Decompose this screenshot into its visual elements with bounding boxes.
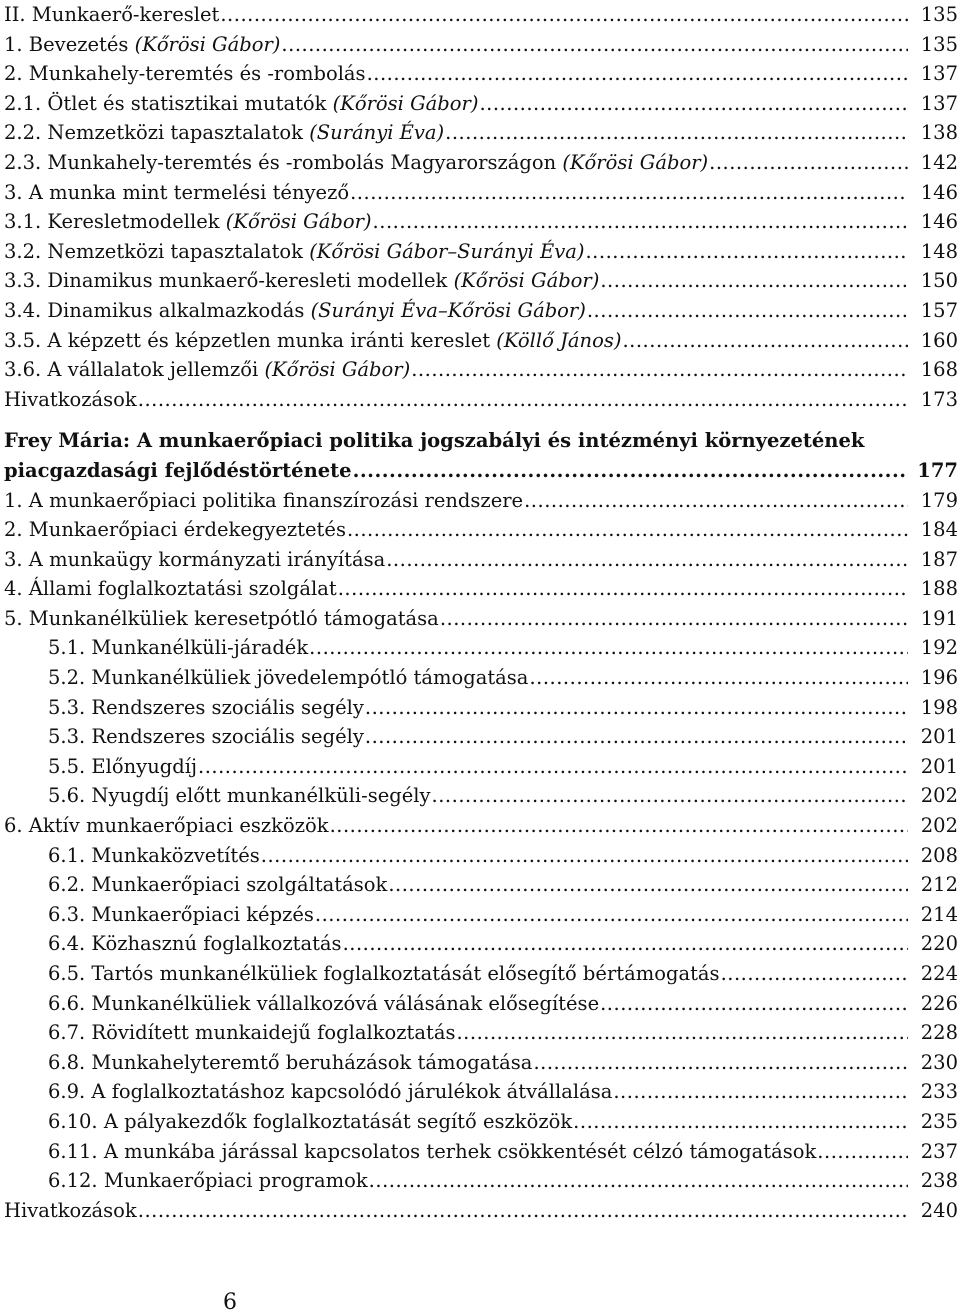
- toc-entry-title: [4, 604, 440, 634]
- toc-entry-page: 191: [920, 606, 958, 630]
- toc-entry-page: 220: [920, 932, 958, 956]
- toc-entry-title: [48, 841, 261, 871]
- toc-entry[interactable]: [0, 207, 960, 237]
- dot-leader: [367, 59, 908, 89]
- toc-entry[interactable]: [0, 1196, 960, 1226]
- toc-entry[interactable]: [0, 929, 960, 959]
- toc-entry[interactable]: [0, 604, 960, 634]
- toc-entry[interactable]: [0, 59, 960, 89]
- toc-entry-page: 160: [920, 328, 958, 352]
- dot-leader: [524, 486, 908, 516]
- toc-entry-leader: [4, 296, 908, 326]
- toc-entry-leader: [48, 781, 908, 811]
- toc-entry-text: 6.5. Tartós munkanélküliek foglalkoztatását elősegítő bértámogatás: [48, 962, 720, 985]
- toc-entry[interactable]: [0, 633, 960, 663]
- toc-entry[interactable]: [0, 722, 960, 752]
- toc-entry-leader: [4, 545, 908, 575]
- toc-entry-leader: [48, 929, 908, 959]
- toc-entry-page: 226: [920, 991, 958, 1015]
- dot-leader: [315, 900, 908, 930]
- toc-entry[interactable]: [0, 989, 960, 1019]
- toc-entry-page: 230: [920, 1050, 958, 1074]
- section-heading-line: [0, 426, 960, 456]
- toc-entry-leader: [4, 355, 908, 385]
- toc-entry-leader: [48, 1166, 908, 1196]
- toc-entry-page: 173: [920, 387, 958, 411]
- dot-leader: [261, 841, 908, 871]
- dot-leader: [373, 207, 908, 237]
- toc-entry-page: 184: [920, 518, 958, 542]
- toc-entry-leader: [48, 663, 908, 693]
- toc-entry[interactable]: [0, 326, 960, 356]
- toc-entry-text: 5.3. Rendszeres szociális segély: [48, 695, 364, 719]
- toc-entry-text: Hivatkozások: [4, 387, 137, 411]
- toc-entry-title: [48, 693, 365, 723]
- toc-entry-author: (Kőrösi Gábor): [264, 358, 411, 382]
- toc-entry-page: 235: [920, 1109, 958, 1133]
- toc-entry-title: [48, 1077, 613, 1107]
- toc-entry[interactable]: [0, 0, 960, 30]
- toc-entry-leader: [4, 59, 908, 89]
- toc-entry-title: [48, 752, 198, 782]
- dot-leader: [330, 811, 908, 841]
- toc-entry-text: 6.2. Munkaerőpiaci szolgáltatások: [48, 873, 388, 897]
- toc-entry-text: 2.1. Ötlet és statisztikai mutatók: [4, 91, 333, 115]
- toc-entry-leader: [4, 604, 908, 634]
- toc-entry-text: 3. A munkaügy kormányzati irányítása: [4, 547, 386, 571]
- toc-entry[interactable]: [0, 959, 960, 989]
- toc-entry-title: [4, 30, 281, 60]
- toc-entry-title: [4, 207, 373, 237]
- toc-entry-text: 6.10. A pályakezdők foglalkoztatását segítő eszközök: [48, 1109, 573, 1133]
- toc-entry-page: 135: [920, 3, 958, 26]
- toc-entry-page: 137: [920, 62, 958, 86]
- toc-entry[interactable]: [0, 178, 960, 208]
- toc-entry-leader: [48, 1048, 908, 1078]
- dot-leader: [369, 1166, 908, 1196]
- toc-entry[interactable]: [0, 515, 960, 545]
- toc-entry[interactable]: [0, 1107, 960, 1137]
- dot-leader: [721, 959, 908, 989]
- toc-entry-page: 168: [920, 358, 958, 382]
- toc-entry-text: 6.9. A foglalkoztatáshoz kapcsolódó járulékok átvállalása: [48, 1080, 613, 1104]
- toc-entry-text: 3.6. A vállalatok jellemzői: [4, 358, 265, 382]
- toc-entry-leader: [48, 989, 908, 1019]
- toc-entry-title: [4, 237, 585, 267]
- toc-entry-page: 240: [920, 1198, 958, 1222]
- dot-leader: [281, 30, 908, 60]
- toc-entry-page: 142: [920, 150, 958, 174]
- toc-entry-title: [48, 870, 388, 900]
- dot-leader: [338, 574, 908, 604]
- toc-entry-title: [48, 633, 309, 663]
- toc-entry[interactable]: [0, 296, 960, 326]
- toc-entry-text: 2.2. Nemzetközi tapasztalatok: [4, 121, 310, 145]
- toc-entry-title: [48, 1166, 369, 1196]
- toc-entry[interactable]: [0, 30, 960, 60]
- toc-entry[interactable]: [0, 781, 960, 811]
- dot-leader: [347, 515, 908, 545]
- toc-entry-text: 6.3. Munkaerőpiaci képzés: [48, 902, 314, 926]
- toc-entry-text: 5.5. Előnyugdíj: [48, 754, 198, 778]
- toc-entry-title: [4, 296, 587, 326]
- toc-entry-text: 6.8. Munkahelyteremtő beruházások támogatása: [48, 1050, 533, 1074]
- toc-entry-title: [48, 1018, 456, 1048]
- toc-entry-leader: [4, 515, 908, 545]
- toc-entry-leader: [48, 752, 908, 782]
- toc-entry-page: 137: [920, 91, 958, 115]
- toc-entry-page: 198: [920, 695, 958, 719]
- toc-entry-text: 6.12. Munkaerőpiaci programok: [48, 1169, 368, 1193]
- toc-entry-author: (Kőrösi Gábor): [562, 150, 709, 174]
- dot-leader: [388, 870, 908, 900]
- toc-entry-title: [4, 811, 330, 841]
- toc-entry-text: 5.1. Munkanélküli-járadék: [48, 636, 309, 660]
- toc-entry-page: 135: [920, 32, 958, 56]
- toc-entry-text: 6.1. Munkaközvetítés: [48, 843, 260, 867]
- toc-entry-leader: [48, 693, 908, 723]
- toc-entry-leader: [48, 633, 908, 663]
- dot-leader: [479, 89, 908, 119]
- toc-entry-title: [48, 722, 365, 752]
- toc-entry-title: [4, 0, 220, 30]
- toc-entry-title: [4, 486, 524, 516]
- dot-leader: [386, 545, 908, 575]
- toc-entry-page: 157: [920, 298, 958, 322]
- toc-entry[interactable]: [0, 1048, 960, 1078]
- toc-entry-page: 224: [920, 962, 958, 985]
- toc-entry[interactable]: [0, 89, 960, 119]
- toc-entry-leader: [4, 207, 908, 237]
- toc-entry-title: [48, 929, 343, 959]
- toc-entry-title: [48, 663, 529, 693]
- toc-entry-text: 6.6. Munkanélküliek vállalkozóvá válásának elősegítése: [48, 991, 600, 1015]
- dot-leader: [353, 456, 908, 486]
- toc-entry[interactable]: [0, 1018, 960, 1048]
- toc-entry-text: 1. Bevezetés: [4, 32, 135, 56]
- toc-entry-leader: [4, 89, 908, 119]
- toc-entry-title: [48, 900, 315, 930]
- toc-entry-leader: [4, 30, 908, 60]
- toc-entry-leader: [4, 456, 908, 486]
- toc-entry-author: (Köllő János): [496, 328, 622, 352]
- toc-entry-page: 188: [920, 577, 958, 601]
- toc-entry-title: [4, 456, 353, 486]
- dot-leader: [622, 326, 908, 356]
- dot-leader: [365, 693, 908, 723]
- dot-leader: [445, 118, 908, 148]
- toc-entry[interactable]: [0, 118, 960, 148]
- toc-entry-page: 214: [920, 902, 958, 926]
- toc-entry-title: [4, 545, 386, 575]
- toc-entry-title: [48, 989, 600, 1019]
- dot-leader: [440, 604, 908, 634]
- toc-entry-text: 3.3. Dinamikus munkaerő-keresleti modellek: [4, 269, 454, 293]
- toc-entry-leader: [4, 266, 908, 296]
- toc-entry-leader: [4, 118, 908, 148]
- toc-entry-text: 3.1. Keresletmodellek: [4, 210, 226, 234]
- toc-entry-title: [4, 1196, 138, 1226]
- toc-entry-page: 212: [920, 873, 958, 897]
- toc-entry-leader: [48, 959, 908, 989]
- toc-entry-title: [48, 959, 721, 989]
- dot-leader: [198, 752, 908, 782]
- toc-entry[interactable]: [0, 355, 960, 385]
- toc-entry-text: 3.4. Dinamikus alkalmazkodás: [4, 298, 311, 322]
- toc-entry-leader: [4, 811, 908, 841]
- dot-leader: [600, 989, 908, 1019]
- toc-entry-leader: [48, 870, 908, 900]
- toc-entry-page: 150: [920, 269, 958, 293]
- dot-leader: [138, 1196, 908, 1226]
- toc-entry-author: (Kőrösi Gábor): [453, 269, 600, 293]
- toc-entry-page: 187: [920, 547, 958, 571]
- toc-entry-page: 138: [920, 121, 958, 145]
- toc-entry-title: [4, 148, 709, 178]
- dot-leader: [220, 0, 908, 30]
- toc-entry-text: piacgazdasági fejlődéstörténete: [4, 458, 352, 482]
- dot-leader: [411, 355, 908, 385]
- toc-entry-text: 6. Aktív munkaerőpiaci eszközök: [4, 814, 329, 838]
- dot-leader: [456, 1018, 908, 1048]
- toc-entry[interactable]: [0, 1077, 960, 1107]
- toc-entry-leader: [4, 326, 908, 356]
- toc-entry-leader: [4, 178, 908, 208]
- dot-leader: [138, 385, 908, 415]
- dot-leader: [709, 148, 908, 178]
- toc-entry-title: [4, 385, 138, 415]
- dot-leader: [817, 1137, 908, 1167]
- toc-entry[interactable]: [0, 574, 960, 604]
- toc-entry-text: 3.2. Nemzetközi tapasztalatok: [4, 239, 310, 263]
- toc-entry-page: 146: [920, 210, 958, 234]
- toc-entry-leader: [4, 574, 908, 604]
- toc-entry-text: 5.3. Rendszeres szociális segély: [48, 725, 364, 749]
- dot-leader: [573, 1107, 908, 1137]
- toc-entry-page: 202: [920, 784, 958, 808]
- toc-entry-leader: [4, 486, 908, 516]
- toc-entry[interactable]: [0, 456, 960, 486]
- toc-entry-title: [48, 1048, 533, 1078]
- toc-entry-page: 179: [920, 488, 958, 512]
- toc-entry-title: [4, 59, 367, 89]
- toc-entry-leader: [4, 385, 908, 415]
- toc-entry-leader: [48, 841, 908, 871]
- toc-entry-text: 4. Állami foglalkoztatási szolgálat: [4, 577, 337, 601]
- toc-entry-leader: [4, 1196, 908, 1226]
- toc-entry-title: [4, 515, 347, 545]
- toc-entry[interactable]: [0, 545, 960, 575]
- toc-entry-author: (Kőrösi Gábor–Surányi Éva): [309, 239, 585, 263]
- toc-entry[interactable]: [0, 266, 960, 296]
- toc-entry-title: [4, 355, 411, 385]
- dot-leader: [533, 1048, 908, 1078]
- toc-entry[interactable]: [0, 237, 960, 267]
- toc-entry-leader: [4, 148, 908, 178]
- dot-leader: [587, 296, 908, 326]
- toc-entry-page: 228: [920, 1021, 958, 1045]
- toc-entry-title: [4, 266, 600, 296]
- dot-leader: [529, 663, 908, 693]
- toc-entry-leader: [48, 1018, 908, 1048]
- toc-entry-text: 5.6. Nyugdíj előtt munkanélküli-segély: [48, 784, 431, 808]
- toc-entry-text: 2.3. Munkahely-teremtés és -rombolás Magyarországon: [4, 150, 563, 174]
- toc-entry-title: [4, 326, 622, 356]
- toc-entry-author: (Surányi Éva): [309, 121, 445, 145]
- toc-entry-author: (Kőrösi Gábor): [332, 91, 479, 115]
- dot-leader: [600, 266, 908, 296]
- toc-entry-leader: [48, 1137, 908, 1167]
- toc-entry-text: II. Munkaerő-kereslet: [4, 3, 220, 26]
- toc-entry[interactable]: [0, 693, 960, 723]
- toc-entry-title: [4, 178, 350, 208]
- toc-entry[interactable]: [0, 663, 960, 693]
- toc-entry-page: 146: [920, 180, 958, 204]
- toc-entry[interactable]: [0, 148, 960, 178]
- toc-entry-text: 2. Munkahely-teremtés és -rombolás: [4, 62, 366, 86]
- toc-entry-title: [4, 574, 338, 604]
- dot-leader: [309, 633, 908, 663]
- toc-entry-page: 208: [920, 843, 958, 867]
- dot-leader: [613, 1077, 908, 1107]
- toc-entry[interactable]: [0, 811, 960, 841]
- toc-entry-author: (Kőrösi Gábor): [225, 210, 372, 234]
- toc-entry[interactable]: [0, 752, 960, 782]
- toc-entry[interactable]: [0, 1137, 960, 1167]
- toc-entry-page: 177: [917, 458, 958, 482]
- toc-entry-page: 201: [920, 725, 958, 749]
- dot-leader: [343, 929, 908, 959]
- dot-leader: [432, 781, 908, 811]
- toc-entry-text: 6.4. Közhasznú foglalkoztatás: [48, 932, 342, 956]
- page-number: 6: [223, 1290, 237, 1315]
- toc-entry-leader: [48, 1107, 908, 1137]
- dot-leader: [585, 237, 908, 267]
- toc-entry[interactable]: [0, 900, 960, 930]
- toc-entry-title: [48, 781, 432, 811]
- toc-entry-title: [4, 89, 479, 119]
- toc-entry-text: 1. A munkaerőpiaci politika finanszírozási rendszere: [4, 488, 524, 512]
- toc-entry-page: 201: [920, 754, 958, 778]
- toc-entry-text: 5.2. Munkanélküliek jövedelempótló támogatása: [48, 666, 529, 690]
- toc-entry-text: 6.7. Rövidített munkaidejű foglalkoztatás: [48, 1021, 456, 1045]
- toc-entry[interactable]: [0, 870, 960, 900]
- toc-entry[interactable]: [0, 486, 960, 516]
- toc-entry-title: [4, 118, 445, 148]
- toc-entry[interactable]: [0, 1166, 960, 1196]
- dot-leader: [365, 722, 908, 752]
- toc-entry-title: [48, 1107, 573, 1137]
- toc-entry[interactable]: [0, 841, 960, 871]
- toc-entry-text: 5. Munkanélküliek keresetpótló támogatása: [4, 606, 439, 630]
- toc-entry-text: Hivatkozások: [4, 1198, 137, 1222]
- toc-entry-page: 233: [920, 1080, 958, 1104]
- toc-entry-page: 148: [920, 239, 958, 263]
- toc-entry-leader: [48, 722, 908, 752]
- toc-entry-leader: [4, 237, 908, 267]
- toc-entry-page: 237: [920, 1139, 958, 1163]
- toc-entry-leader: [4, 0, 908, 30]
- toc-entry-page: 192: [920, 636, 958, 660]
- section-heading-title: Frey Mária: A munkaerőpiaci politika jogszabályi és intézményi környezetének: [4, 429, 865, 453]
- toc-entry-text: 6.11. A munkába járással kapcsolatos terhek csökkentését célzó támogatások: [48, 1139, 817, 1163]
- toc-entry-text: 2. Munkaerőpiaci érdekegyeztetés: [4, 518, 346, 542]
- toc-entry-page: 202: [920, 814, 958, 838]
- toc-entry-author: (Surányi Éva–Kőrösi Gábor): [310, 298, 586, 322]
- dot-leader: [350, 178, 908, 208]
- toc-entry-page: 196: [920, 666, 958, 690]
- toc-entry-author: (Kőrösi Gábor): [134, 32, 281, 56]
- toc-entry-leader: [48, 1077, 908, 1107]
- toc-entry-text: 3.5. A képzett és képzetlen munka iránti kereslet: [4, 328, 497, 352]
- toc-entry-text: 3. A munka mint termelési tényező: [4, 180, 350, 204]
- toc-entry-leader: [48, 900, 908, 930]
- toc-entry-page: 238: [920, 1169, 958, 1193]
- toc-entry[interactable]: [0, 385, 960, 415]
- toc-entry-title: [48, 1137, 817, 1167]
